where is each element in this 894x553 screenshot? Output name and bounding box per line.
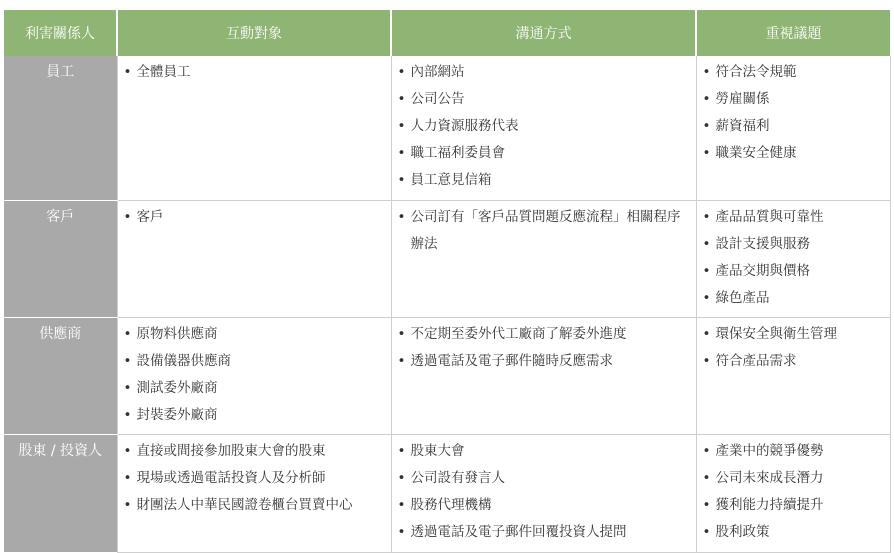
key-issue-list (703, 318, 890, 375)
communication-method-cell (391, 435, 696, 553)
bullet-icon: • (702, 524, 711, 540)
header-communication-method: 溝通方式 (391, 10, 696, 56)
table-body (4, 56, 890, 552)
list-item (398, 438, 696, 465)
list-item-text: 公司未來成長潛力 (715, 470, 824, 486)
bullet-icon: • (702, 118, 711, 134)
list-item-text: 符合法令規範 (715, 64, 797, 80)
list-item (124, 348, 391, 375)
list-item-text: 測試委外廠商 (136, 380, 218, 396)
bullet-icon: • (123, 64, 132, 80)
list-item-text: 股利政策 (715, 524, 770, 540)
key-issue-list (703, 435, 890, 546)
list-item-text: 產品品質與可靠性 (715, 209, 824, 225)
list-item-text: 透過電話及電子郵件隨時反應需求 (410, 353, 613, 369)
list-item-text: 職工福利委員會 (410, 145, 505, 161)
list-item-text: 透過電話及電子郵件回覆投資人提問 (410, 524, 627, 540)
list-item (398, 465, 696, 492)
interaction-target-list (124, 435, 391, 519)
interaction-target-list (124, 201, 391, 231)
list-item-text: 財團法人中華民國證卷櫃台買賣中心 (136, 497, 353, 513)
header-interaction-target: 互動對象 (117, 10, 391, 56)
list-item (703, 519, 890, 546)
list-item (703, 204, 890, 231)
list-item-text: 勞雇關係 (715, 91, 770, 107)
list-item (703, 59, 890, 86)
bullet-icon: • (702, 497, 711, 513)
stakeholder-cell: 供應商 (4, 318, 117, 435)
list-item (703, 348, 890, 375)
bullet-icon: • (702, 209, 711, 225)
table-row (4, 56, 890, 201)
list-item (398, 519, 696, 546)
interaction-target-cell (117, 201, 391, 318)
list-item (703, 140, 890, 167)
bullet-icon: • (702, 145, 711, 161)
list-item (703, 465, 890, 492)
table-row (4, 201, 890, 318)
bullet-icon: • (397, 326, 406, 342)
bullet-icon: • (702, 263, 711, 279)
bullet-icon: • (123, 470, 132, 486)
communication-method-list (398, 435, 696, 546)
list-item (124, 402, 391, 429)
bullet-icon: • (397, 524, 406, 540)
bullet-icon: • (397, 470, 406, 486)
list-item (124, 321, 391, 348)
header-key-issues: 重視議題 (696, 10, 890, 56)
list-item-text: 現場或透過電話投資人及分析師 (136, 470, 326, 486)
list-item-text: 薪資福利 (715, 118, 770, 134)
header-row (4, 10, 890, 56)
list-item (398, 86, 696, 113)
communication-method-list (398, 56, 696, 194)
bullet-icon: • (397, 209, 406, 225)
list-item-text: 符合產品需求 (715, 353, 797, 369)
interaction-target-cell (117, 435, 391, 553)
key-issue-list (703, 56, 890, 167)
bullet-icon: • (702, 290, 711, 306)
bullet-icon: • (702, 236, 711, 252)
bullet-icon: • (702, 443, 711, 459)
list-item-text: 原物料供應商 (136, 326, 218, 342)
list-item-text: 客戶 (136, 209, 164, 225)
bullet-icon: • (123, 209, 132, 225)
list-item-text: 公司公告 (410, 91, 465, 107)
list-item-text: 公司設有發言人 (410, 470, 505, 486)
bullet-icon: • (702, 353, 711, 369)
communication-method-cell (391, 318, 696, 435)
stakeholder-table-wrapper (4, 10, 890, 553)
bullet-icon: • (397, 172, 406, 188)
bullet-icon: • (123, 380, 132, 396)
interaction-target-cell (117, 318, 391, 435)
list-item (703, 231, 890, 258)
bullet-icon: • (702, 326, 711, 342)
list-item (124, 438, 391, 465)
key-issue-cell (696, 318, 890, 435)
stakeholder-cell: 股東 / 投資人 (4, 435, 117, 553)
list-item-text: 環保安全與衛生管理 (715, 326, 837, 342)
list-item-text: 設計支援與服務 (715, 236, 810, 252)
list-item (703, 492, 890, 519)
bullet-icon: • (123, 497, 132, 513)
stakeholder-cell: 客戶 (4, 201, 117, 318)
list-item (703, 86, 890, 113)
list-item (124, 465, 391, 492)
table-row (4, 318, 890, 435)
stakeholder-cell: 員工 (4, 56, 117, 201)
communication-method-list (398, 201, 696, 258)
list-item-text: 設備儀器供應商 (136, 353, 231, 369)
list-item-text: 股東大會 (410, 443, 465, 459)
list-item (703, 438, 890, 465)
bullet-icon: • (123, 407, 132, 423)
key-issue-cell (696, 56, 890, 201)
bullet-icon: • (397, 497, 406, 513)
table-row (4, 435, 890, 553)
list-item-text: 股務代理機構 (410, 497, 492, 513)
list-item (398, 167, 696, 194)
bullet-icon: • (397, 443, 406, 459)
list-item (398, 321, 696, 348)
bullet-icon: • (123, 326, 132, 342)
communication-method-cell (391, 201, 696, 318)
list-item (124, 375, 391, 402)
list-item (124, 492, 391, 519)
key-issue-cell (696, 435, 890, 553)
list-item (398, 348, 696, 375)
interaction-target-cell (117, 56, 391, 201)
list-item-text: 直接或間接參加股東大會的股東 (136, 443, 326, 459)
list-item (703, 321, 890, 348)
list-item-text: 獲利能力持續提升 (715, 497, 824, 513)
list-item (703, 258, 890, 285)
stakeholder-communication-table (4, 10, 891, 553)
bullet-icon: • (123, 443, 132, 459)
list-item (398, 59, 696, 86)
interaction-target-list (124, 318, 391, 429)
bullet-icon: • (397, 64, 406, 80)
table-header (4, 10, 890, 56)
list-item-text: 內部網站 (410, 64, 465, 80)
list-item-text: 職業安全健康 (715, 145, 797, 161)
list-item (703, 285, 890, 312)
list-item (124, 204, 391, 231)
interaction-target-list (124, 56, 391, 86)
list-item (398, 492, 696, 519)
list-item-text: 全體員工 (136, 64, 191, 80)
bullet-icon: • (397, 145, 406, 161)
list-item (398, 113, 696, 140)
list-item-text: 綠色產品 (715, 290, 770, 306)
list-item (124, 59, 391, 86)
bullet-icon: • (702, 91, 711, 107)
bullet-icon: • (397, 118, 406, 134)
list-item-text: 人力資源服務代表 (410, 118, 519, 134)
list-item-text: 封裝委外廠商 (136, 407, 218, 423)
header-stakeholder: 利害關係人 (4, 10, 117, 56)
communication-method-cell (391, 56, 696, 201)
bullet-icon: • (702, 64, 711, 80)
list-item-text: 不定期至委外代工廠商了解委外進度 (410, 326, 627, 342)
list-item-text: 公司訂有「客戶品質問題反應流程」相關程序辦法 (410, 209, 681, 252)
list-item-text: 員工意見信箱 (410, 172, 492, 188)
bullet-icon: • (397, 91, 406, 107)
communication-method-list (398, 318, 696, 375)
key-issue-list (703, 201, 890, 312)
bullet-icon: • (123, 353, 132, 369)
bullet-icon: • (397, 353, 406, 369)
list-item (398, 140, 696, 167)
list-item (703, 113, 890, 140)
key-issue-cell (696, 201, 890, 318)
bullet-icon: • (702, 470, 711, 486)
list-item-text: 產品交期與價格 (715, 263, 810, 279)
list-item-text: 產業中的競爭優勢 (715, 443, 824, 459)
list-item (398, 204, 696, 258)
